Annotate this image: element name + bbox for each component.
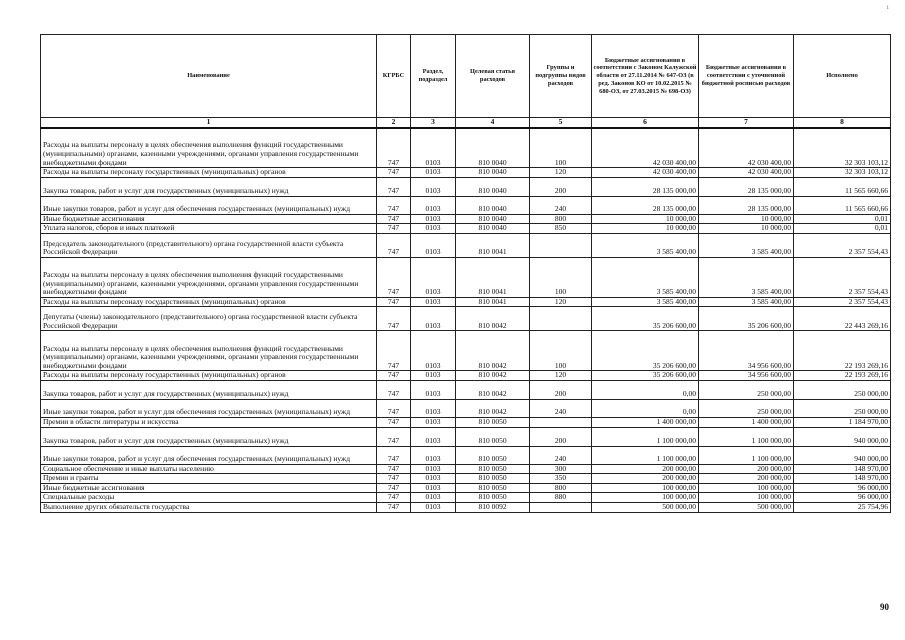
row-section: 0103 [411,400,456,418]
row-refined-amount: 28 135 000,00 [699,196,794,214]
row-law-amount: 42 030 400,00 [592,128,699,168]
row-section: 0103 [411,168,456,178]
table-row [41,474,891,484]
row-name: Иные бюджетные ассигнования [41,483,377,493]
row-name: Премии в области литературы и искусства [41,418,377,428]
row-refined-amount: 100 000,00 [699,493,794,503]
table-row [41,400,891,418]
row-section: 0103 [411,418,456,428]
row-kgrbs: 747 [377,168,411,178]
row-refined-amount: 500 000,00 [699,503,794,513]
row-law-amount: 1 400 000,00 [592,418,699,428]
row-kgrbs: 747 [377,371,411,381]
row-name: Закупка товаров, работ и услуг для государственных (муниципальных) нужд [41,381,377,400]
row-law-amount: 0,00 [592,400,699,418]
row-group: 120 [530,371,592,381]
row-refined-amount: 35 206 600,00 [699,307,794,331]
row-kgrbs: 747 [377,483,411,493]
row-name: Уплата налогов, сборов и иных платежей [41,224,377,234]
row-kgrbs: 747 [377,503,411,513]
row-group [530,418,592,428]
row-law-amount: 1 100 000,00 [592,446,699,464]
table-row [41,297,891,307]
row-kgrbs: 747 [377,427,411,446]
row-target: 810 0050 [456,464,530,474]
row-kgrbs: 747 [377,196,411,214]
row-group: 240 [530,400,592,418]
row-name: Премии и гранты [41,474,377,484]
row-target: 810 0040 [456,214,530,224]
row-law-amount: 3 585 400,00 [592,233,699,257]
row-refined-amount: 34 956 600,00 [699,331,794,371]
row-target: 810 0040 [456,196,530,214]
row-kgrbs: 747 [377,257,411,297]
row-section: 0103 [411,446,456,464]
row-kgrbs: 747 [377,331,411,371]
column-number: 7 [699,118,794,128]
header-executed: Исполнено [794,35,891,118]
row-executed-amount: 22 193 269,16 [794,371,891,381]
table-row [41,196,891,214]
header-law: Бюджетные ассигнования в соответствии с Законом Калужской области от 27.11.2014 № 647-ОЗ (в ред. Законов КО от 10.02.2015 № 680-ОЗ, от 27.03.2015 № 698-ОЗ) [592,35,699,118]
table-row [41,128,891,168]
row-target: 810 0092 [456,503,530,513]
table-row [41,503,891,513]
row-name: Закупка товаров, работ и услуг для государственных (муниципальных) нужд [41,177,377,196]
row-section: 0103 [411,331,456,371]
row-target: 810 0042 [456,381,530,400]
row-executed-amount: 250 000,00 [794,400,891,418]
row-section: 0103 [411,257,456,297]
table-row [41,464,891,474]
row-section: 0103 [411,224,456,234]
row-kgrbs: 747 [377,297,411,307]
row-group: 100 [530,128,592,168]
row-refined-amount: 200 000,00 [699,474,794,484]
row-executed-amount: 148 970,00 [794,464,891,474]
row-executed-amount: 940 000,00 [794,446,891,464]
row-executed-amount: 96 000,00 [794,483,891,493]
row-section: 0103 [411,464,456,474]
row-kgrbs: 747 [377,464,411,474]
header-kgrbs: КГРБС [377,35,411,118]
table-row [41,427,891,446]
row-target: 810 0042 [456,307,530,331]
header-section: Раздел, подраздел [411,35,456,118]
row-group [530,307,592,331]
row-name: Выполнение других обязательств государства [41,503,377,513]
row-group: 880 [530,493,592,503]
row-executed-amount: 32 303 103,12 [794,128,891,168]
row-section: 0103 [411,214,456,224]
header-name: Наименование [41,35,377,118]
row-law-amount: 35 206 600,00 [592,371,699,381]
row-kgrbs: 747 [377,493,411,503]
row-law-amount: 35 206 600,00 [592,331,699,371]
row-kgrbs: 747 [377,224,411,234]
column-number-row [41,118,891,128]
row-name: Расходы на выплаты персоналу государственных (муниципальных) органов [41,168,377,178]
row-executed-amount: 0,01 [794,214,891,224]
row-group: 800 [530,483,592,493]
table-row [41,446,891,464]
row-target: 810 0050 [456,483,530,493]
column-number: 3 [411,118,456,128]
row-section: 0103 [411,371,456,381]
row-target: 810 0042 [456,371,530,381]
row-name: Расходы на выплаты персоналу в целях обеспечения выполнения функций государственными (муниципальными) органами, казенными учреждениями, органами управления государственными внебюджетными фондами [41,257,377,297]
row-kgrbs: 747 [377,381,411,400]
row-kgrbs: 747 [377,418,411,428]
table-row [41,214,891,224]
table-row [41,177,891,196]
row-name: Депутаты (члены) законодательного (представительного) органа государственной власти субъекта Российской Федерации [41,307,377,331]
row-kgrbs: 747 [377,474,411,484]
row-refined-amount: 1 100 000,00 [699,446,794,464]
row-name: Закупка товаров, работ и услуг для государственных (муниципальных) нужд [41,427,377,446]
row-section: 0103 [411,381,456,400]
row-executed-amount: 22 443 269,16 [794,307,891,331]
row-executed-amount: 2 357 554,43 [794,297,891,307]
row-refined-amount: 200 000,00 [699,464,794,474]
table-row [41,483,891,493]
row-group: 300 [530,464,592,474]
row-name: Председатель законодательного (представительного) органа государственной власти субъекта Российской Федерации [41,233,377,257]
row-target: 810 0041 [456,257,530,297]
row-target: 810 0041 [456,233,530,257]
column-number: 4 [456,118,530,128]
row-name: Иные закупки товаров, работ и услуг для обеспечения государственных (муниципальных) нужд [41,446,377,464]
row-target: 810 0040 [456,168,530,178]
header-row [41,35,891,118]
row-law-amount: 35 206 600,00 [592,307,699,331]
row-group: 120 [530,297,592,307]
row-kgrbs: 747 [377,233,411,257]
row-executed-amount: 11 565 660,66 [794,177,891,196]
row-refined-amount: 250 000,00 [699,381,794,400]
row-group [530,503,592,513]
table-row [41,493,891,503]
row-kgrbs: 747 [377,177,411,196]
row-refined-amount: 42 030 400,00 [699,128,794,168]
row-section: 0103 [411,233,456,257]
row-group: 800 [530,214,592,224]
row-name: Расходы на выплаты персоналу в целях обеспечения выполнения функций государственными (муниципальными) органами, казенными учреждениями, органами управления государственными внебюджетными фондами [41,331,377,371]
row-target: 810 0041 [456,297,530,307]
row-group: 850 [530,224,592,234]
row-executed-amount: 0,01 [794,224,891,234]
row-refined-amount: 1 400 000,00 [699,418,794,428]
row-target: 810 0040 [456,224,530,234]
row-refined-amount: 3 585 400,00 [699,257,794,297]
table-row [41,233,891,257]
row-law-amount: 3 585 400,00 [592,257,699,297]
row-target: 810 0050 [456,493,530,503]
row-section: 0103 [411,307,456,331]
row-refined-amount: 250 000,00 [699,400,794,418]
row-name: Расходы на выплаты персоналу государственных (муниципальных) органов [41,297,377,307]
row-kgrbs: 747 [377,128,411,168]
row-section: 0103 [411,474,456,484]
row-law-amount: 100 000,00 [592,483,699,493]
corner-mark: 1 [886,6,889,11]
row-group: 350 [530,474,592,484]
row-section: 0103 [411,128,456,168]
table-row [41,257,891,297]
row-group: 100 [530,257,592,297]
row-executed-amount: 250 000,00 [794,381,891,400]
row-refined-amount: 3 585 400,00 [699,297,794,307]
row-law-amount: 500 000,00 [592,503,699,513]
column-number: 6 [592,118,699,128]
row-refined-amount: 28 135 000,00 [699,177,794,196]
row-executed-amount: 25 754,96 [794,503,891,513]
row-group: 200 [530,427,592,446]
row-refined-amount: 10 000,00 [699,214,794,224]
budget-table [40,34,891,513]
row-group: 120 [530,168,592,178]
row-group: 100 [530,331,592,371]
row-refined-amount: 100 000,00 [699,483,794,493]
row-name: Иные бюджетные ассигнования [41,214,377,224]
row-group: 240 [530,196,592,214]
column-number: 2 [377,118,411,128]
row-section: 0103 [411,493,456,503]
row-section: 0103 [411,427,456,446]
table-row [41,418,891,428]
table-row [41,168,891,178]
table-row [41,224,891,234]
row-executed-amount: 940 000,00 [794,427,891,446]
header-target: Целевая статья расходов [456,35,530,118]
row-law-amount: 1 100 000,00 [592,427,699,446]
row-refined-amount: 1 100 000,00 [699,427,794,446]
row-group: 240 [530,446,592,464]
row-executed-amount: 1 184 970,00 [794,418,891,428]
row-kgrbs: 747 [377,214,411,224]
row-section: 0103 [411,196,456,214]
table-row [41,371,891,381]
row-target: 810 0040 [456,128,530,168]
row-law-amount: 100 000,00 [592,493,699,503]
column-number: 5 [530,118,592,128]
row-law-amount: 28 135 000,00 [592,177,699,196]
row-section: 0103 [411,297,456,307]
column-number: 8 [794,118,891,128]
row-law-amount: 10 000,00 [592,214,699,224]
column-number: 1 [41,118,377,128]
row-refined-amount: 42 030 400,00 [699,168,794,178]
row-target: 810 0050 [456,418,530,428]
row-name: Специальные расходы [41,493,377,503]
row-kgrbs: 747 [377,307,411,331]
row-kgrbs: 747 [377,446,411,464]
row-law-amount: 0,00 [592,381,699,400]
row-law-amount: 200 000,00 [592,464,699,474]
row-law-amount: 3 585 400,00 [592,297,699,307]
row-executed-amount: 2 357 554,43 [794,233,891,257]
row-name: Социальное обеспечение и иные выплаты населению [41,464,377,474]
row-target: 810 0042 [456,400,530,418]
row-executed-amount: 2 357 554,43 [794,257,891,297]
row-law-amount: 200 000,00 [592,474,699,484]
row-name: Расходы на выплаты персоналу в целях обеспечения выполнения функций государственными (муниципальными) органами, казенными учреждениями, органами управления государственными внебюджетными фондами [41,128,377,168]
row-executed-amount: 11 565 660,66 [794,196,891,214]
row-law-amount: 28 135 000,00 [592,196,699,214]
row-executed-amount: 96 000,00 [794,493,891,503]
table-body [41,128,891,513]
row-executed-amount: 32 303 103,12 [794,168,891,178]
row-refined-amount: 34 956 600,00 [699,371,794,381]
row-executed-amount: 22 193 269,16 [794,331,891,371]
row-name: Иные закупки товаров, работ и услуг для обеспечения государственных (муниципальных) нужд [41,400,377,418]
row-name: Иные закупки товаров, работ и услуг для обеспечения государственных (муниципальных) нужд [41,196,377,214]
row-kgrbs: 747 [377,400,411,418]
row-group: 200 [530,177,592,196]
table-row [41,307,891,331]
row-law-amount: 42 030 400,00 [592,168,699,178]
row-law-amount: 10 000,00 [592,224,699,234]
row-group [530,233,592,257]
row-target: 810 0040 [456,177,530,196]
row-target: 810 0050 [456,446,530,464]
row-section: 0103 [411,483,456,493]
row-target: 810 0050 [456,474,530,484]
row-target: 810 0050 [456,427,530,446]
header-refined: Бюджетные ассигнования в соответствии с уточненной бюджетной росписью расходов [699,35,794,118]
table-row [41,331,891,371]
row-refined-amount: 3 585 400,00 [699,233,794,257]
row-refined-amount: 10 000,00 [699,224,794,234]
row-group: 200 [530,381,592,400]
table-row [41,381,891,400]
row-section: 0103 [411,177,456,196]
row-target: 810 0042 [456,331,530,371]
row-name: Расходы на выплаты персоналу государственных (муниципальных) органов [41,371,377,381]
header-groups: Группы и подгруппы видов расходов [530,35,592,118]
row-executed-amount: 148 970,00 [794,474,891,484]
row-section: 0103 [411,503,456,513]
page-number: 90 [880,602,889,612]
